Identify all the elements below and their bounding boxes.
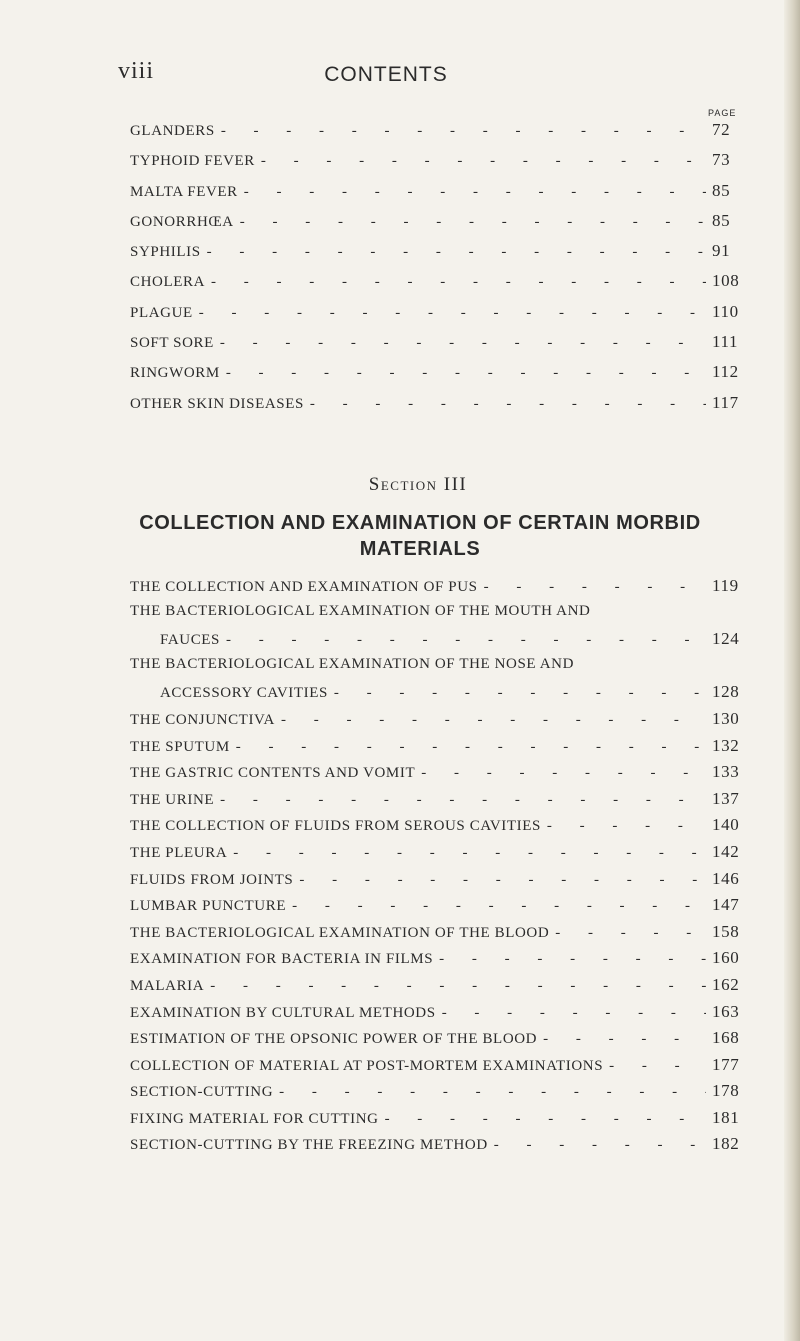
toc-entry-page: 128 [712, 682, 740, 702]
leader-dashes [220, 792, 706, 809]
toc-entry-title: LUMBAR PUNCTURE [130, 898, 287, 915]
toc-entry-page: 85 [712, 180, 731, 200]
toc-entry [130, 842, 752, 869]
toc-entry-page: 182 [712, 1134, 740, 1154]
toc-entry-page: 158 [712, 921, 740, 941]
toc-entry-title: EXAMINATION BY CULTURAL METHODS [130, 1004, 436, 1021]
toc-entry-title: THE COLLECTION AND EXAMINATION OF PUS [130, 579, 478, 595]
leader-dashes [240, 214, 706, 231]
toc-entry [130, 332, 752, 362]
toc-entry-title: SOFT SORE [130, 335, 214, 352]
toc-entry-page: 110 [712, 301, 739, 321]
toc-entry-page: 140 [712, 815, 740, 835]
toc-entry [130, 181, 752, 211]
leader-dashes [334, 685, 706, 702]
leader-dashes [233, 845, 706, 862]
toc-entry-title: SYPHILIS [130, 244, 201, 261]
toc-entry-page: 163 [712, 1001, 740, 1021]
leader-dashes [244, 184, 706, 201]
leader-dashes [421, 765, 706, 782]
toc-entry [130, 709, 752, 736]
page-column-label: PAGE [708, 108, 737, 118]
toc-entry-page: 137 [712, 788, 740, 808]
toc-entry-page: 124 [712, 629, 740, 649]
toc-entry-page: 117 [712, 392, 739, 412]
toc-entry-title: THE BACTERIOLOGICAL EXAMINATION OF THE MOUTH AND [130, 602, 591, 619]
toc-entry [130, 629, 752, 656]
toc-entry-title: ACCESSORY CAVITIES [160, 685, 328, 702]
section-title-line: COLLECTION AND EXAMINATION OF CERTAIN MORBID [139, 512, 701, 534]
leader-dashes [226, 365, 706, 382]
toc-entry-title: GONORRHŒA [130, 213, 234, 230]
toc-entry-title: SECTION-CUTTING [130, 1084, 274, 1101]
toc-entry [130, 362, 752, 392]
toc-entry-title: THE COLLECTION OF FLUIDS FROM SEROUS CAVITIES [130, 818, 541, 835]
toc-entry [130, 120, 752, 150]
leader-dashes [292, 898, 706, 915]
toc-entry-page: 111 [712, 332, 739, 352]
toc-entry-title: FLUIDS FROM JOINTS [130, 871, 294, 888]
leader-dashes [547, 818, 706, 835]
toc-entry [130, 271, 752, 301]
toc-entry-title: THE SPUTUM [130, 738, 230, 755]
leader-dashes [439, 951, 706, 968]
toc-list-top [130, 120, 752, 423]
toc-entry-page: 133 [712, 762, 740, 782]
toc-entry [130, 656, 752, 683]
toc-entry-page: 181 [712, 1107, 740, 1127]
toc-entry [130, 948, 752, 975]
toc-entry-page: 108 [712, 271, 740, 291]
leader-dashes [543, 1031, 706, 1048]
leader-dashes [442, 1005, 706, 1022]
leader-dashes [299, 872, 706, 889]
toc-entry [130, 1081, 752, 1108]
toc-entry [130, 682, 752, 709]
leader-dashes [385, 1111, 706, 1128]
toc-entry-title: SECTION-CUTTING BY THE FREEZING METHOD [130, 1137, 488, 1154]
toc-entry-title: OTHER SKIN DISEASES [130, 395, 304, 412]
toc-entry-page: 119 [712, 576, 739, 595]
toc-entry [130, 302, 752, 332]
toc-entry-page: 112 [712, 362, 739, 382]
toc-entry-title: MALARIA [130, 977, 205, 994]
toc-list-section [130, 576, 752, 1161]
leader-dashes [220, 335, 706, 352]
toc-entry-title: PLAGUE [130, 304, 193, 321]
toc-entry [130, 975, 752, 1002]
section-title [100, 510, 740, 562]
toc-entry [130, 1055, 752, 1082]
toc-entry-page: 168 [712, 1028, 740, 1048]
leader-dashes [207, 244, 706, 261]
toc-entry-page: 160 [712, 948, 740, 968]
toc-entry-page: 85 [712, 210, 731, 230]
page-edge [784, 0, 800, 1341]
leader-dashes [484, 579, 706, 596]
toc-entry [130, 895, 752, 922]
leader-dashes [310, 396, 706, 413]
leader-dashes [494, 1137, 706, 1154]
toc-entry-page: 73 [712, 150, 731, 170]
toc-entry [130, 1002, 752, 1029]
toc-entry-title: COLLECTION OF MATERIAL AT POST-MORTEM EXAMINATIONS [130, 1057, 604, 1074]
leader-dashes [221, 123, 706, 140]
leader-dashes [609, 1058, 706, 1075]
toc-entry-title: RINGWORM [130, 365, 220, 382]
leader-dashes [211, 274, 706, 291]
leader-dashes [281, 712, 706, 729]
toc-entry [130, 603, 752, 630]
toc-entry [130, 393, 752, 423]
toc-entry-title: THE BACTERIOLOGICAL EXAMINATION OF THE BLOOD [130, 924, 550, 941]
toc-entry [130, 762, 752, 789]
leader-dashes [226, 632, 706, 649]
toc-entry [130, 1134, 752, 1161]
toc-entry-title: THE CONJUNCTIVA [130, 711, 275, 728]
leader-dashes [261, 153, 706, 170]
leader-dashes [199, 305, 706, 322]
toc-entry-title: FIXING MATERIAL FOR CUTTING [130, 1110, 379, 1127]
toc-entry-title: THE PLEURA [130, 844, 228, 861]
toc-entry [130, 815, 752, 842]
toc-entry [130, 736, 752, 763]
toc-entry [130, 150, 752, 180]
toc-entry [130, 1028, 752, 1055]
toc-entry-title: THE URINE [130, 791, 215, 808]
toc-entry-title: FAUCES [160, 632, 221, 649]
toc-entry-title: MALTA FEVER [130, 183, 238, 200]
running-head: CONTENTS [324, 63, 448, 86]
toc-entry-page: 142 [712, 841, 740, 861]
toc-entry [130, 576, 752, 603]
toc-entry-page: 130 [712, 708, 740, 728]
toc-entry-page: 178 [712, 1081, 740, 1101]
toc-entry-page: 91 [712, 241, 731, 261]
leader-dashes [236, 739, 706, 756]
toc-entry [130, 241, 752, 271]
leader-dashes [279, 1084, 706, 1101]
toc-entry-page: 177 [712, 1054, 740, 1074]
toc-entry [130, 922, 752, 949]
toc-entry-page: 162 [712, 974, 740, 994]
section-title-line: MATERIALS [359, 538, 481, 560]
toc-entry-page: 132 [712, 735, 740, 755]
toc-entry [130, 869, 752, 896]
toc-entry [130, 1108, 752, 1135]
toc-entry-title: THE BACTERIOLOGICAL EXAMINATION OF THE NOSE AND [130, 655, 575, 672]
toc-entry-title: THE GASTRIC CONTENTS AND VOMIT [130, 765, 416, 782]
toc-entry-page: 147 [712, 895, 740, 915]
leader-dashes [210, 978, 706, 995]
toc-entry-title: GLANDERS [130, 123, 215, 139]
toc-entry-title: EXAMINATION FOR BACTERIA IN FILMS [130, 951, 434, 968]
toc-entry [130, 211, 752, 241]
toc-entry [130, 789, 752, 816]
toc-entry-page: 72 [712, 120, 731, 139]
toc-entry-title: ESTIMATION OF THE OPSONIC POWER OF THE BLOOD [130, 1031, 538, 1048]
toc-entry-title: CHOLERA [130, 274, 206, 291]
section-heading: Section III [368, 474, 468, 495]
toc-entry-page: 146 [712, 868, 740, 888]
leader-dashes [555, 925, 706, 942]
page-folio: viii [118, 58, 155, 84]
toc-entry-title: TYPHOID FEVER [130, 153, 255, 170]
